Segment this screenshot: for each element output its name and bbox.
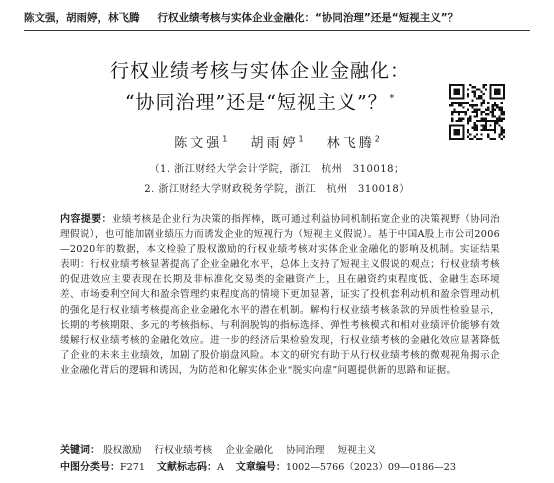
- running-header-authors: 陈文强，胡雨婷，林飞腾: [24, 12, 140, 24]
- classification-info: [60, 458, 520, 473]
- running-header: [24, 10, 458, 25]
- doc-code-label: 文献标志码：: [156, 462, 217, 473]
- author-2-name: 胡雨婷: [250, 136, 299, 151]
- paper-title-line-2: [90, 86, 430, 115]
- affiliation-1: （1. 浙江财经大学会计学院，浙江 杭州 310018；: [149, 164, 405, 175]
- doc-code-value: A: [216, 462, 224, 473]
- paper-title-line-2-text: “协同治理”还是“短视主义”？: [124, 91, 388, 114]
- abstract-text: 业绩考核是企业行为决策的指挥棒，既可通过利益协同机制拓宽企业的决策视野（协同治理假说），也可能加剧业绩压力而诱发企业的短视行为（短视主义假说）。基于中国A股上市公司2006—2020年的数据，本文检验了股权激励的行权业绩考核对实体企业金融化的影响及机制。实证结果表明：行权业绩考核显著提高了企业金融化水平，总体上支持了短视主义假说的观点；行权业绩考核的促进效应主要表现在长期及非标准化交易类的金融资产上，且在融资约束程度低、金融生态环境差、市场委利空间大和盈余管理约束程度高的情境下更加显著，证实了投机套利动机和盈余管理动机的强化是行权业绩考核提高企业金融化水平的潜在机制。解构行权业绩考核条款的异质性检验显示，长期的考核期限、多元的考核指标、与利润脱钩的指标选择、弹性考核模式和相对业绩评价能够有效缓解行权业绩考核的金融化效应。进一步的经济后果检验发现，行权业绩考核的金融化效应显著降低了企业的未来主业绩效，加剧了股价崩盘风险。本文的研究有助于从行权业绩考核的微观视角揭示企业金融化背后的逻辑和诱因，为防范和化解实体企业“脱实向虚”问题提供新的思路和证据。: [60, 214, 501, 376]
- paper-title-line-1: 行权业绩考核与实体企业金融化：: [109, 60, 410, 82]
- author-1-name: 陈文强: [174, 136, 223, 151]
- article-no-label: 文章编号：: [235, 462, 286, 473]
- affiliation-2: 2. 浙江财经大学财政税务学院，浙江 杭州 310018）: [144, 184, 410, 195]
- abstract: [60, 212, 500, 378]
- keyword-5: 短视主义: [337, 445, 376, 456]
- author-list: [0, 132, 554, 151]
- author-1-affil: 1: [222, 134, 228, 144]
- keyword-4: 协同治理: [286, 445, 325, 456]
- article-no-value: 1002—5766（2023）09—0186—23: [285, 462, 456, 473]
- title-footnote-mark: *: [389, 94, 396, 104]
- author-1: [174, 136, 227, 151]
- keywords-label: 关键词：: [60, 445, 100, 456]
- author-3-affil: 2: [374, 134, 380, 144]
- author-2: [250, 136, 303, 151]
- clc-value: F271: [120, 462, 145, 473]
- clc-label: 中图分类号：: [60, 462, 120, 473]
- abstract-label: 内容提要：: [60, 214, 112, 225]
- keywords: [60, 441, 500, 456]
- keyword-1: 股权激励: [103, 445, 142, 456]
- author-2-affil: 1: [298, 134, 304, 144]
- keyword-2: 行权业绩考核: [154, 445, 213, 456]
- header-rule: [24, 30, 530, 31]
- keyword-3: 企业金融化: [225, 445, 274, 456]
- running-header-title: 行权业绩考核与实体企业金融化：“协同治理”还是“短视主义”？: [157, 12, 459, 24]
- author-3: [327, 136, 380, 151]
- author-3-name: 林飞腾: [326, 136, 375, 151]
